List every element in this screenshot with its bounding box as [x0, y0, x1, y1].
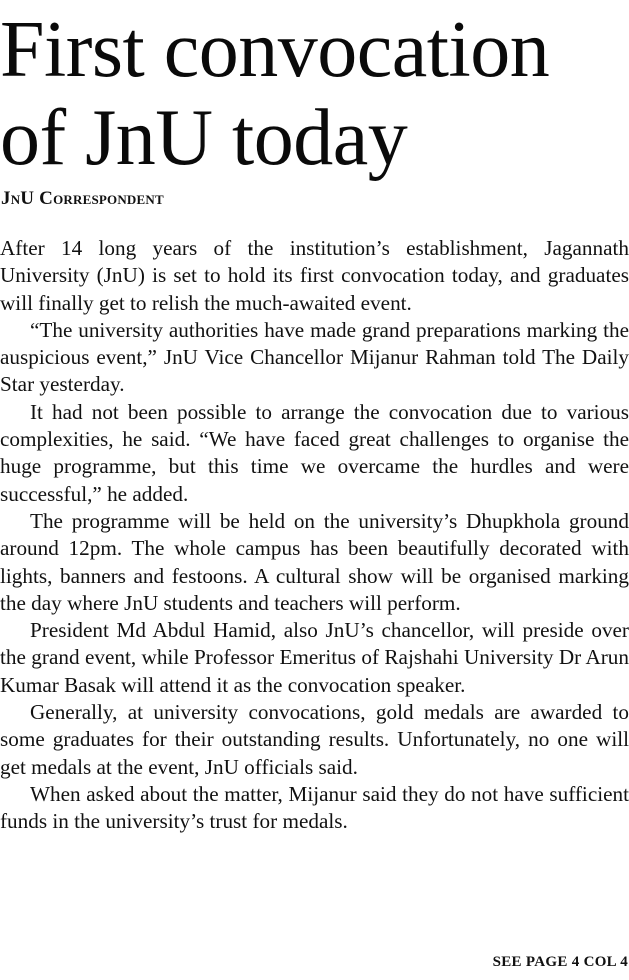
paragraph-6: Generally, at university convocations, gold medals are awarded to some graduates for their outstanding results. Unfortunately, no one will get medals at the event, JnU officials said.	[0, 700, 629, 779]
article-body	[0, 235, 629, 836]
headline-line-1: First convocation	[0, 6, 550, 94]
paragraph-2: “The university authorities have made grand preparations marking the auspicious event,” JnU Vice Chancellor Mijanur Rahman told The Daily Star yesterday.	[0, 317, 629, 397]
headline	[0, 6, 629, 182]
paragraph-7: When asked about the matter, Mijanur said they do not have sufficient funds in the university’s trust for medals.	[0, 781, 629, 834]
continuation-jump-line: SEE PAGE 4 COL 4	[492, 954, 628, 970]
paragraph-4: The programme will be held on the university’s Dhupkhola ground around 12pm. The whole campus has been beautifully decorated with lights, banners and festoons. A cultural show will be organised marking the day where JnU students and teachers will perform.	[0, 508, 629, 615]
paragraph-5: President Md Abdul Hamid, also JnU’s chancellor, will preside over the grand event, while Professor Emeritus of Rajshahi University Dr Arun Kumar Basak will attend it as the convocation speaker.	[0, 618, 629, 697]
paragraph-3: It had not been possible to arrange the convocation due to various complexities, he said. “We have faced great challenges to organise the huge programme, but this time we overcame the hurdles and were successful,” he added.	[0, 399, 629, 506]
byline: JnU Correspondent	[1, 188, 164, 209]
headline-line-2: of JnU today	[0, 94, 408, 182]
paragraph-1: After 14 long years of the institution’s establishment, Jagannath University (JnU) is set to hold its first convocation today, and graduates will finally get to relish the much-awaited event.	[0, 236, 629, 315]
